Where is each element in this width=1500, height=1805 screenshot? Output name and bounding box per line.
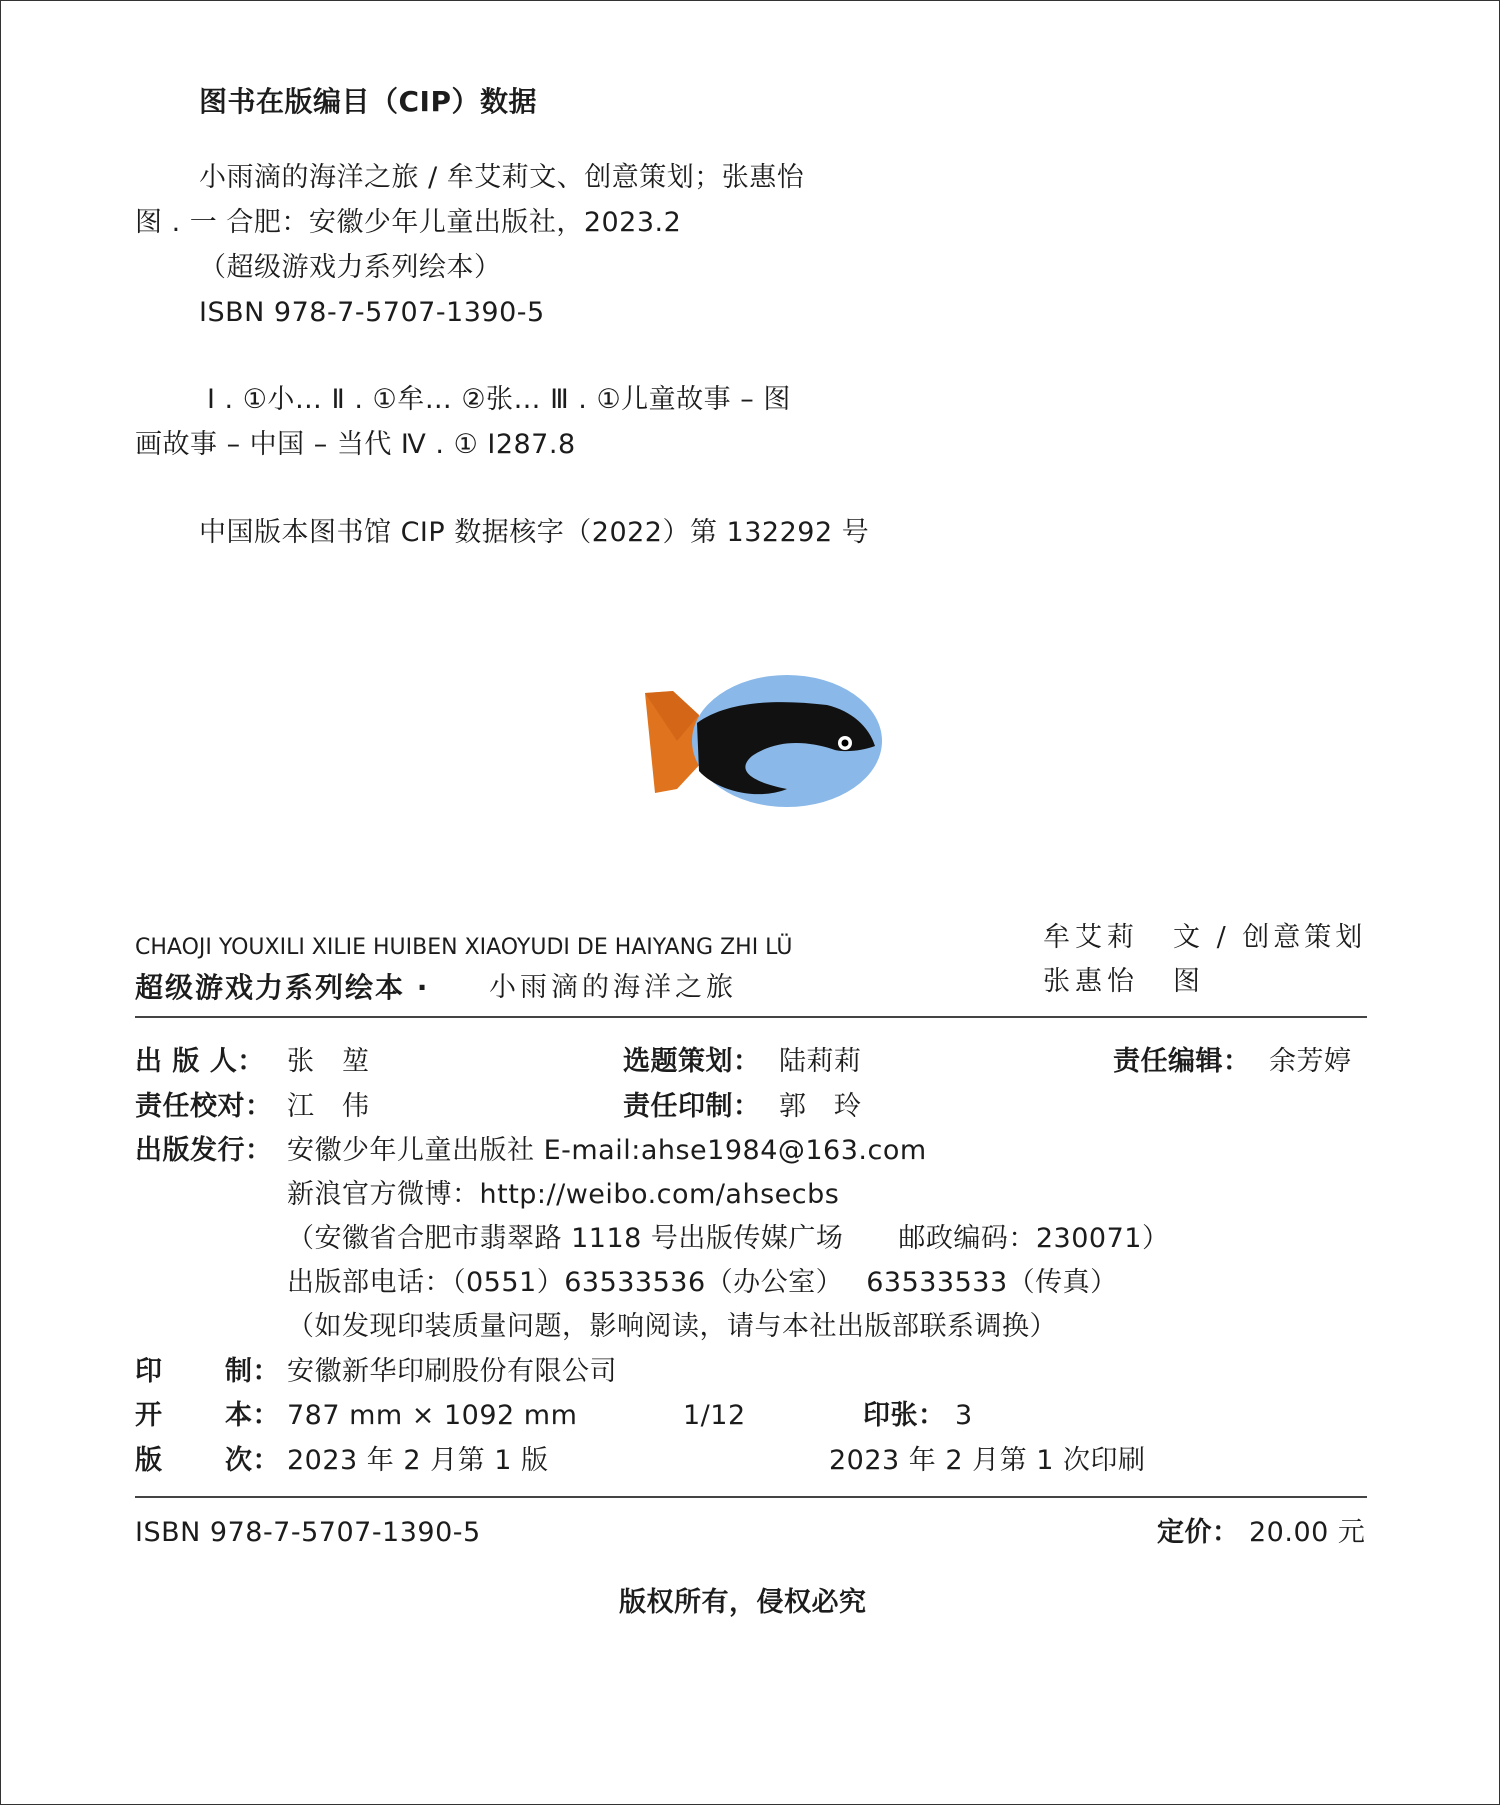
footer-isbn: ISBN 978-7-5707-1390-5 [135,1517,481,1548]
divider [135,1016,1367,1018]
printer-label: 印 [135,1356,163,1387]
price-label: 定价： [1157,1517,1240,1548]
distribution-label: 出版发行： [135,1135,273,1166]
illustrator-name: 张惠怡 [1043,966,1139,997]
cip-line: 图 . 一 合肥：安徽少年儿童出版社，2023.2 [135,207,682,238]
distribution-line: （如发现印装质量问题，影响阅读，请与本社出版部联系调换） [287,1311,1057,1342]
cip-heading: 图书在版编目（CIP）数据 [199,85,537,118]
editor-label: 责任编辑： [1113,1046,1251,1077]
printer-label: 制： [225,1356,280,1387]
printing-value: 2023 年 2 月第 1 次印刷 [829,1445,1146,1476]
series-pinyin: CHAOJI YOUXILI XILIE HUIBEN XIAOYUDI DE HAIYANG ZHI LÜ [135,935,793,960]
book-title: 小雨滴的海洋之旅 [489,972,737,1003]
planner-value: 陆莉莉 [779,1046,862,1077]
distribution-line: 出版部电话：（0551）63533536（办公室） 63533533（传真） [287,1267,1118,1298]
cip-line: 小雨滴的海洋之旅 / 牟艾莉文、创意策划；张惠怡 [199,162,805,193]
cip-classification: Ⅰ . ①小… Ⅱ . ①牟… ②张… Ⅲ . ①儿童故事 – 图 [207,384,791,415]
format-fraction: 1/12 [683,1400,746,1431]
proofreader-value: 江 伟 [287,1091,370,1122]
cip-classification: 画故事 – 中国 – 当代 Ⅳ . ① I287.8 [135,429,576,460]
sheets-value: 3 [955,1400,973,1431]
print-manager-value: 郭 玲 [779,1091,862,1122]
cip-isbn: ISBN 978-7-5707-1390-5 [199,297,545,328]
format-label: 开 [135,1400,163,1431]
publisher-label: 出 版 人： [135,1046,265,1077]
divider [135,1496,1367,1498]
series-title: 超级游戏力系列绘本 · [135,971,430,1004]
illustrator-role: 图 [1173,966,1201,997]
planner-label: 选题策划： [623,1046,761,1077]
edition-label: 次： [225,1445,280,1476]
proofreader-label: 责任校对： [135,1091,273,1122]
distribution-line: 安徽少年儿童出版社 E-mail:ahse1984@163.com [287,1135,927,1166]
format-label: 本： [225,1400,280,1431]
edition-value: 2023 年 2 月第 1 版 [287,1445,549,1476]
cip-verification: 中国版本图书馆 CIP 数据核字（2022）第 132292 号 [199,517,870,548]
publisher-value: 张 堃 [287,1046,370,1077]
editor-value: 余芳婷 [1269,1046,1352,1077]
distribution-line: （安徽省合肥市翡翠路 1118 号出版传媒广场 邮政编码：230071） [287,1223,1170,1254]
author-role: 文 / 创意策划 [1173,922,1367,953]
fish-illustration-icon [637,671,882,816]
copyright-notice: 版权所有，侵权必究 [619,1587,867,1618]
print-manager-label: 责任印制： [623,1091,761,1122]
price-value: 20.00 元 [1249,1517,1366,1548]
sheets-label: 印张： [863,1400,946,1431]
cip-line: （超级游戏力系列绘本） [199,252,502,283]
distribution-line: 新浪官方微博：http://weibo.com/ahsecbs [287,1179,840,1210]
printer-value: 安徽新华印刷股份有限公司 [287,1356,617,1387]
edition-label: 版 [135,1445,163,1476]
format-value: 787 mm × 1092 mm [287,1400,578,1431]
author-name: 牟艾莉 [1043,922,1139,953]
